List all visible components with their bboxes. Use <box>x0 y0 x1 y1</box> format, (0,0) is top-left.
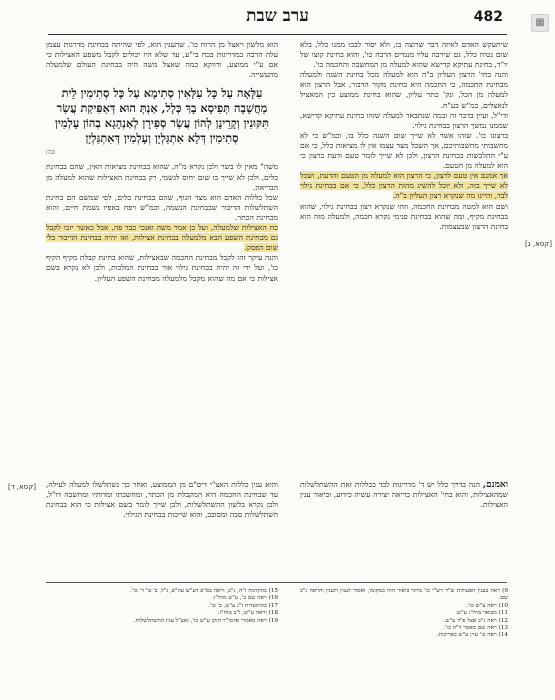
footnote: 18) וראה ע"ש, ו"כ מוח"ז. <box>217 610 278 617</box>
page-title: ערב שבת <box>246 6 309 26</box>
section-opening-word: ואמנם, <box>482 480 508 490</box>
footnotes-divider <box>46 582 507 583</box>
paragraph: ודי"ל, ועיין בדבר זה ובמה שנתבאר למעלה שזהו בחינת עתיקא קדישא, שממנו נמשך הרצון בבחינת גילוי. <box>300 110 508 130</box>
footnote: 19) ראה מאמרי אדמו"ר הזקן ע"ש כו', ואצ"ל ענין ההשתלשלות. <box>133 617 278 624</box>
highlighted-passage: כח האצילות שלמעלה, ועל כן אמר משה ואנכי כבד פה, אבל כאשר יזכו לקבל גם מבחינת השפע הבא מלמעלה בבחינת אצילות, ואז יהיה בבחינת הדיבור בלי שום הפסק. <box>46 223 278 253</box>
footnote: 10) ראה ע"ש כו'. <box>466 602 508 609</box>
pages-icon[interactable]: ▦ <box>531 14 549 32</box>
paragraph: והוא ענין כללות האצ"י דיס"ם מן הממוצע, ואחר כך נשתלשלו למעלה לעילה, עד שבחינת החכמה היא המקבלת מן הכתר, ומחשבתו ומדותיו ומחשבה דו"ל, ולכן נקרא בלשון ההשתלשלות, ולכן שייך לומר בשם אצילות כי הוא בבחינת השתלשלות סבה ומסובב, והוא שייכות בבחינת הגילוי. <box>46 480 278 520</box>
page-number: 482 <box>473 9 503 25</box>
zohar-quote: עִלָּאָה עַל כָּל עִלָּאִין סְתִימָא עַל כָּל סְתִימִין לֵית מַחֲשָׁבָה תְּפִיסָא בָךְ כְּלָל, אַנְתְּ הוּא דְּאַפִּיקַת עֲשַׂר תִּקּוּנִין וְקָרֵינָן לְהוֹן עֲשַׂר סְפִירָן לְאַנְהָגָא בְהוֹן עָלְמִין סְתִימִין דְּלָא אִתְגַּלְיָן וְעָלְמִין דְּאִתְגַּלְיָן <box>55 86 269 146</box>
paragraph: ברצונו כו'. שזהו אשר לא שייך שום השגה כלל בו, וכמ"ש כי לא מחשבותי מחשבותיכם, אך השכל מצד עצמו אין לו מציאות כלל, כי אם ע"י התלבשות בבחינת הרצון, ולכן לא שייך לומר טעם ודעת ברצון כי הוא למעלה מן הטעם. <box>300 130 508 171</box>
page-header <box>0 0 555 36</box>
paragraph: הנה בדרך כלל יש ד' מדריגות לבד בכללות זאת ההשתלשלות שמהאצילות, והוא בחי' האצילות בריאה יצירה עשיה כידוע, וביאור ענין האצילות. <box>300 480 508 510</box>
footnote: 9) ראה בענין הפעולות ש"ר רש"י כו' ביתר ביאור הזה במקומו, ואסור לענין ולענין והראה ג"כ שם. <box>300 588 508 602</box>
footnote: 15) בהקדמה ז"ה, ג"ב, וראה בס"פ דע"ש עה"פ, ג"ל, ב' כו' ד' כו'. <box>130 588 278 594</box>
quote-source: ובהן <box>46 149 56 157</box>
paragraph: שכל כללות האדם הוא מצד הגוף, שהם בבחינת כלים, לפי שמשם הם בחינת השתלשלות הדיבור שבבחינת הנשמה, וכמ"ש ויפח באפיו נשמת חיים, והוא מבחינת הכתר. <box>46 192 278 222</box>
right-column-lower <box>300 480 508 572</box>
paragraph: שיתעקש האדם לאיזה דבר שרוצה בו, ולא יסור לבבו ממנו כלל, בלא שום נטיה כלל, גם שירבה עליו מנגדים הרבה כו', והוא בחינת קוצו של יו"ד, בחינת עתיקא קדישא שהוא למעלה מן המחשבה והחכמה כו'. <box>300 40 508 70</box>
left-column <box>46 40 278 478</box>
margin-reference: [קסא, ד] <box>8 483 36 491</box>
paragraph: הוא מלשון ויאצל מן הרוח כו'. שהענין הוא, לפי שהיתה בבחינת מדרגות עצמן עלה הרבה במדריגות בכח בי"ע, עד שלא היו יכולים לקבל משפע האצילות כי אם ע"י ממוצע, ודווקא כמה שאצל משה היה בבחינת העולם שלמעלה מהעשייה. <box>46 40 278 80</box>
margin-reference: [קסא, ג] <box>525 240 552 248</box>
highlighted-passage: אך אמנם אין טעם לרצון, כי הרצון הוא למעלה מן הטעם והדעת, ושכל לא שייך בזה, ולא יוכל להשיג מהות הרצון כלל, כי אם בבחינת גילוי לבד, והיינו מה שנקרא רצון העליון ב"ה. <box>300 171 508 201</box>
footnote: 13) ראה שם מאמר ד"ה כו'. <box>443 625 508 632</box>
footnotes-left <box>46 588 278 696</box>
footnote: 11) מבואר מוח"ז ע"ש. <box>455 610 508 617</box>
right-column <box>300 40 508 478</box>
left-column-lower <box>46 480 278 572</box>
footnote: 14) ראה כו' עיין ע"ש באריכות. <box>436 632 508 639</box>
paragraph: והנה בחי' הרצון העליון ב"ה הוא למעלה מכל בחינת השגה ולמעלה מבחינת החכמה, כי החכמה היא בחינת מקור הדבור, אבל הרצון הוא למעלה מן הכל, ונק' כתר עליון, שהוא בחינת ממוצע בין המאציל לנאצלים, כמ"ש בע"ח. <box>300 70 508 110</box>
header-divider <box>48 34 507 35</box>
footnote: 16) ראה שם ב', ע"ש מוח"ז. <box>212 595 278 602</box>
paragraph: ושם הוא למטה מבחינת החכמה, וזהו שנקרא רצון בבחינת גילוי, שהוא בבחינת מקיף, ומה שהוא בבחינת פנימי נקרא חכמה, ולמעלה מזה הוא בחינת הרצון שבעצמות. <box>300 201 508 231</box>
paragraph: והנה עיקר זהו לקבל מבחינת החכמה שבאצילות, שהוא בחינת קבלת מקיף הקיף כו', ועל ידי זה יהיה בבחינת גילוי אור בבחינת המלכות, ולכן לא נקרא בשם אצילות כי אם מה שהוא מקבל מלמעלה מבחינת השפע העליון. <box>46 253 278 283</box>
footnotes-right <box>300 588 508 696</box>
paragraph: משה" מאין לו בשר ולכן נקרא מ"ה, שהוא בבחינת מציאות האין, שהם בבחינת כלים, ולכן לא שייך בו שום יחוס לגשמי, רק בבחינת האצילות שהוא למעלה מן הבריאה. <box>46 162 278 192</box>
footnote: 17) בהתועדות ז"ג ע"ש, ב' כו'. <box>208 602 278 609</box>
footnote: 12) ראה ג"כ אצל פ"ד ע"ש. <box>443 617 508 624</box>
